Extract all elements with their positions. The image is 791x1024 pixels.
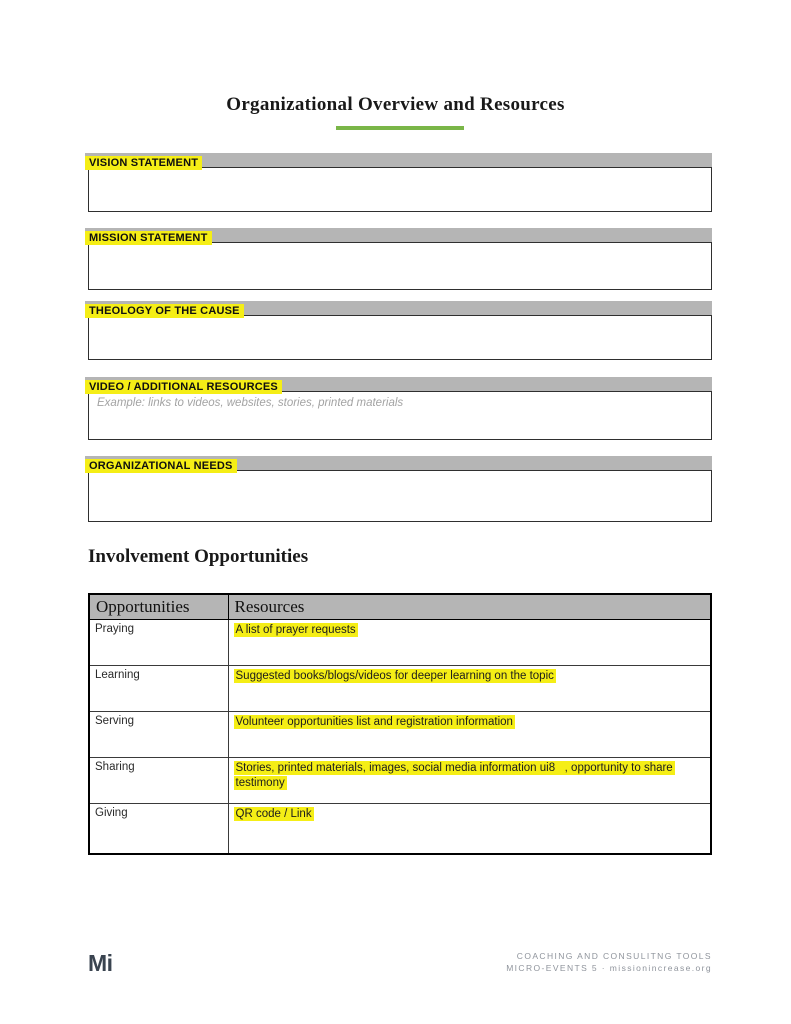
section-label: VISION STATEMENT bbox=[85, 156, 202, 170]
table-row bbox=[89, 757, 711, 803]
section-header-bar bbox=[85, 377, 712, 391]
mission-statement-input[interactable] bbox=[88, 242, 712, 290]
table-row bbox=[89, 711, 711, 757]
footer-line-2: MICRO-EVENTS 5 · missionincrease.org bbox=[506, 962, 712, 973]
resource-cell bbox=[228, 757, 711, 803]
title-underline bbox=[336, 126, 464, 130]
involvement-opportunities-heading: Involvement Opportunities bbox=[88, 546, 309, 567]
opportunity-cell: Giving bbox=[89, 803, 228, 854]
opportunity-cell: Learning bbox=[89, 665, 228, 711]
mission-increase-logo: Mi bbox=[88, 950, 113, 976]
section-video-additional-resources bbox=[85, 377, 712, 440]
resource-cell bbox=[228, 803, 711, 854]
table-row bbox=[89, 665, 711, 711]
column-header-opportunities: Opportunities bbox=[89, 594, 228, 619]
section-label: THEOLOGY OF THE CAUSE bbox=[85, 304, 244, 318]
resource-highlight: Suggested books/blogs/videos for deeper learning on the topic bbox=[235, 669, 554, 682]
theology-of-the-cause-input[interactable] bbox=[88, 315, 712, 360]
resource-highlight: A list of prayer requests bbox=[235, 623, 356, 636]
opportunity-cell: Praying bbox=[89, 619, 228, 665]
resource-highlight: Volunteer opportunities list and registration information bbox=[235, 715, 513, 728]
table-header-row bbox=[89, 594, 711, 619]
column-header-resources: Resources bbox=[228, 594, 711, 619]
page-title: Organizational Overview and Resources bbox=[226, 94, 565, 115]
section-header-bar bbox=[85, 228, 712, 242]
footer-line-1: COACHING AND CONSULITNG TOOLS bbox=[516, 951, 712, 961]
table-row bbox=[89, 619, 711, 665]
resource-cell bbox=[228, 711, 711, 757]
involvement-table bbox=[88, 593, 712, 855]
opportunity-cell: Serving bbox=[89, 711, 228, 757]
section-label: VIDEO / ADDITIONAL RESOURCES bbox=[85, 380, 282, 394]
section-organizational-needs bbox=[85, 456, 712, 522]
resource-cell bbox=[228, 665, 711, 711]
section-header-bar bbox=[85, 456, 712, 470]
organizational-needs-input[interactable] bbox=[88, 470, 712, 522]
section-header-bar bbox=[85, 153, 712, 167]
vision-statement-input[interactable] bbox=[88, 167, 712, 212]
table-row bbox=[89, 803, 711, 854]
section-header-bar bbox=[85, 301, 712, 315]
section-mission-statement bbox=[85, 228, 712, 290]
resource-cell bbox=[228, 619, 711, 665]
opportunity-cell: Sharing bbox=[89, 757, 228, 803]
resource-highlight: Stories, printed materials, images, social media information ui8 , opportunity to share testimony bbox=[235, 761, 673, 789]
resource-highlight: QR code / Link bbox=[235, 807, 312, 820]
footer-text bbox=[506, 951, 712, 974]
section-label: ORGANIZATIONAL NEEDS bbox=[85, 459, 237, 473]
input-placeholder: Example: links to videos, websites, stories, printed materials bbox=[97, 397, 404, 409]
section-theology-of-the-cause bbox=[85, 301, 712, 360]
video-additional-resources-input[interactable] bbox=[88, 391, 712, 440]
section-label: MISSION STATEMENT bbox=[85, 231, 212, 245]
section-vision-statement bbox=[85, 153, 712, 212]
